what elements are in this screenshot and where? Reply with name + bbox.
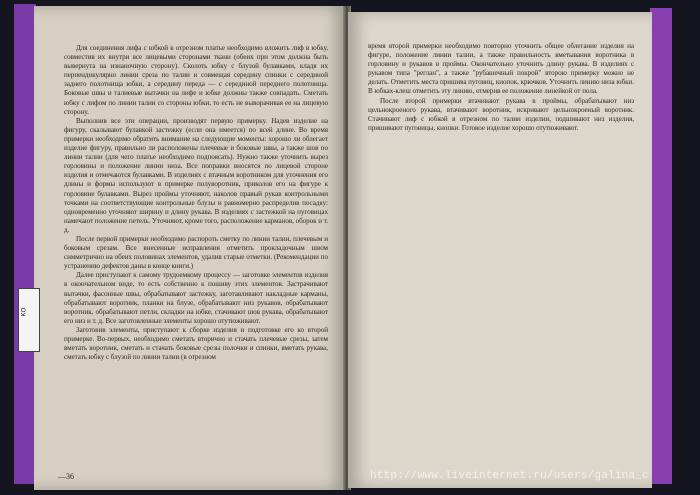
left-paragraph: Заготовив элементы, приступают к сборке изделия и подготовке его ко второй примерке. Во-первых, необходимо сметать вторично и стачать плечевые срезы, затем вметать воротник, сметать и стачать боковые срезы полочки и спинки, вметать рукава, сметать юбку с блузой по линии талии (в отрезном bbox=[64, 325, 328, 362]
label-sticker-text: KO bbox=[21, 307, 28, 317]
left-paragraph: Выполнив все эти операции, производят первую примерку. Надев изделие на фигуру, скалывают булавкой застежку (если она имеется) по всей длине. Во время примерки необходимо обратить внимание на следующие моменты: хорошо ли облегает изделие фигуру, правильно ли расположены плечевые и боковые швы, а также шов по линии талии (для чего платье необходимо подпоясать). Нужно также уточнить вырез горловины и положение линии низа. Все поправки вносятся по лицевой стороне изделия и отмечаются булавками. В изделиях с втачным воротником для уточнения его длины и формы используют в примерке полуворотник, приколов его на фигуре к горловине булавками. Вырез проймы уточняют, наколов правый рукав контрольными точками на соответствующие контрольные блузы и равномерно распределив посадку: одновременно уточняют ширину и длину рукава. В изделиях с застежкой на пуговицах намечают положение петель. Уточняют, кроме того, расположение карманов, оборок и т. д. bbox=[64, 116, 328, 234]
right-page-text bbox=[368, 42, 634, 133]
left-page bbox=[34, 6, 346, 490]
left-paragraph: Для соединения лифа с юбкой в отрезном платье необходимо вложить лиф в юбку, совместив их внутри все лицевыми сторонами ткани (обеих при этом должна быть вывернута на изнаночную сторону). Сколоть юбку с блузой булавками, кладя их перпендикулярно линии среза по талии и совмещая середину спинки с серединой заднего полотнища юбки, а середину переда — с серединой переднего полотнища. Боковые швы и талиевые вытачки на лифе и юбке должны также совпадать. Сметать юбку с лифом по линии талии со стороны юбки, то есть не выворачивая ее на лицевую сторону. bbox=[64, 44, 328, 116]
book-cover-right-edge bbox=[650, 8, 672, 484]
left-page-text bbox=[64, 44, 328, 362]
library-label-sticker bbox=[18, 288, 40, 352]
left-paragraph: Далее приступают к самому трудоемкому процессу — заготовке элементов изделия в окончательном виде, то есть собственно к пошиву этих элементов. Застрачивают вытачки, фасонные швы, обрабатывают застежку, заготавливают накладные карманы, обрабатывают воротник, планки на блузе, обрабатывают низ рукавов, обрабатывают воротник, обрабатывают петли, складки на юбке, стачивают шов рукава, обрабатывают его низ и т. д. Все заготовленные элементы хорошо отутюживают. bbox=[64, 271, 328, 325]
page-number: —36 bbox=[58, 472, 74, 481]
book-cover-left-edge bbox=[14, 4, 36, 484]
left-paragraph: После первой примерки необходимо распороть сметку по линии талии, плечевым и боковым срезам. Все внесенные исправления отметить прокладочным швом симметрично на обеих половинах элементов, удалив старые отметки. (Рекомендации по устранению дефектов даны в конце книги.) bbox=[64, 234, 328, 271]
watermark-url: http://www.liveinternet.ru/users/galina_c bbox=[370, 470, 649, 482]
right-paragraph: время второй примерки необходимо повторно уточнить общее облегание изделия на фигуре, положение линии талии, а также правильность вметывания воротника в горловину и рукавов в проймы. Окончательно уточнить длину рукава. В изделиях с рукавом типа "реглан", а также "рубашечный покрой" второю примерку можно не делать. Отметить места пришива пуговиц, кнопок, крючков. Уточнить линию низа юбки. В юбках-клеш отметить эту линию, отмерив ее положение линейкой от пола. bbox=[368, 42, 634, 96]
right-paragraph: После второй примерки втачивают рукава в проймы, обрабатывают низ цельнокроеного рукава, втачивают воротник, искривают цельнокроеный воротник. Стачивают лиф с юбкой в отрезном по талии изделии, подшивают низ изделия, пришивают пуговицы, кнопки. Готовое изделие хорошо отутюживают. bbox=[368, 96, 634, 132]
right-page bbox=[348, 12, 652, 488]
